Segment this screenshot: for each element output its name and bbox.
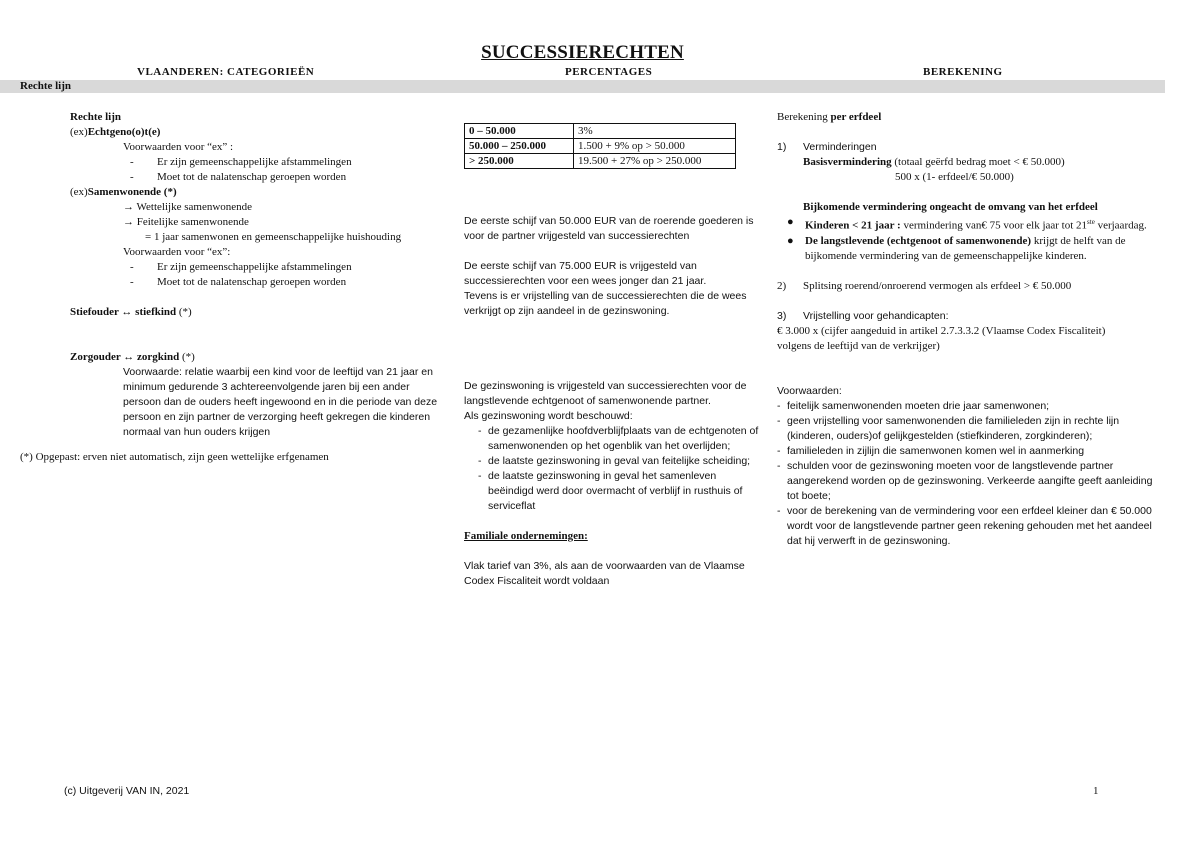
list-item: - de laatste gezinswoning in geval van feitelijke scheiding; [478,455,751,467]
kinderen-label: Kinderen < 21 jaar : [805,219,901,232]
feitelijke-samenwonende: → Feitelijke samenwonende [123,216,249,228]
condition-text: Moet tot de nalatenschap geroepen worden [157,171,347,183]
list-item-text: schulden voor de gezinswoning moeten voor de langstlevende partner aangerekend worden op de gezinswoning. Verkeerde aangifte geeft aanleiding tot boete; [787,459,1153,502]
basisvermindering [777,155,1157,170]
rate-table [464,123,736,169]
splitsing-text: Splitsing roerend/onroerend vermogen als erfdeel > € 50.000 [803,279,1072,292]
list-item-text: de laatste gezinswoning in geval van feitelijke scheiding; [488,455,751,467]
percentages-column [464,123,764,589]
item-number: 1) [777,141,787,153]
column-header-percentages: PERCENTAGES [565,66,653,78]
berekening-heading-pre: Berekening [777,111,831,123]
familiale-text: Vlak tarief van 3%, als aan de voorwaarden van de Vlaamse Codex Fiscaliteit wordt voldaan [464,560,745,587]
list-item: - schulden voor de gezinswoning moeten voor de langstlevende partner aangerekend worden op de gezinswoning. Verkeerde aangifte geeft aanleiding tot boete; [777,459,1153,502]
samenwonende-label: Samenwonende (*) [87,186,177,198]
footer-copyright: (c) Uitgeverij VAN IN, 2021 [64,785,190,797]
list-item-text: geen vrijstelling voor samenwonenden die familieleden zijn in rechte lijn (kinderen, ouders)of gelijkgestelden (stiefkinderen, zorgkinderen); [787,414,1120,442]
voorwaarden-heading: Voorwaarden: [777,384,842,397]
paragraph-gezinswoning: De gezinswoning is vrijgesteld van successierechten voor de langstlevende echtgenoot of samenwonende partner. [464,380,747,407]
bullet-item: ● Kinderen < 21 jaar : vermindering van€ 75 voor elk jaar tot 21ste verjaardag. [787,216,1147,232]
feitelijke-note: = 1 jaar samenwonen en gemeenschappelijke huishouding [145,231,402,243]
basisvermindering-text: (totaal geërfd bedrag moet < € 50.000) [891,156,1065,168]
condition-text: Moet tot de nalatenschap geroepen worden [157,276,347,288]
paragraph-wees-gezinswoning: Tevens is er vrijstelling van de successierechten die de wees verkrijgt op zijn aandeel in de gezinswoning. [464,290,747,317]
footnote: (*) Opgepast: erven niet automatisch, zijn geen wettelijke erfgenamen [20,451,329,463]
list-item-text: voor de berekening van de vermindering voor een erfdeel kleiner dan € 50.000 wordt voor de langstlevende partner geen rekening gehouden met het aandeel dat hij verwerft in de gezinswoning. [787,504,1152,547]
wettelijke-samenwonende: → Wettelijke samenwonende [123,201,253,213]
section-band-label: Rechte lijn [20,80,72,92]
rate-range: 50.000 – 250.000 [465,139,574,154]
section-band [0,80,1165,93]
berekening-heading [777,110,1157,125]
stiefouder-heading [70,305,450,320]
list-item-text: de laatste gezinswoning in geval het samenleven beëindigd werd door overmacht of verblijf in rusthuis of serviceflat [488,470,743,512]
kinderen-text: vermindering van€ 75 voor elk jaar tot 21 [900,219,1088,232]
samenwonende-heading [70,185,450,200]
zorgouder-label: Zorgouder ↔ zorgkind [70,351,180,363]
column-header-categories: VLAANDEREN: CATEGORIEËN [137,66,315,78]
rate-range: 0 – 50.000 [465,124,574,139]
paragraph-gezinswoning-def: Als gezinswoning wordt beschouwd: [464,410,633,422]
kinderen-end: verjaardag. [1094,219,1147,232]
basisvermindering-label: Basisvermindering [803,156,892,168]
verminderingen-item [777,140,1157,155]
item-number: 2) [777,279,787,292]
paragraph-roerende-goederen: De eerste schijf van 50.000 EUR van de roerende goederen is voor de partner vrijgesteld van successierechten [464,215,754,242]
page-number: 1 [1093,785,1099,797]
vrijstelling-text: € 3.000 x (cijfer aangeduid in artikel 2.7.3.3.2 (Vlaamse Codex Fiscaliteit) volgens de leeftijd van de verkrijger) [777,324,1106,352]
rechte-lijn-heading: Rechte lijn [70,111,122,123]
list-item-text: feitelijk samenwonenden moeten drie jaar samenwonen; [787,399,1050,412]
bullet-item: ● De langstlevende (echtgenoot of samenwonende) krijgt de helft van de bijkomende vermindering van de gemeenschappelijke kinderen. [787,234,1126,262]
familiale-heading: Familiale ondernemingen: [464,530,588,542]
berekening-column [777,110,1157,549]
table-row [465,154,736,169]
list-item: - de gezamenlijke hoofdverblijfplaats van de echtgenoten of samenwonenden op het ogenblik van het overlijden; [478,425,759,452]
column-header-berekening: BEREKENING [923,66,1003,78]
zorgouder-heading [70,350,450,365]
bijkomende-heading: Bijkomende vermindering ongeacht de omvang van het erfdeel [803,201,1098,213]
categories-column [70,110,450,440]
stiefouder-star: (*) [176,306,192,318]
condition-item: - Moet tot de nalatenschap geroepen worden [130,171,347,183]
zorgouder-text: Voorwaarde: relatie waarbij een kind voor de leeftijd van 21 jaar en minimum gedurende 3 achtereenvolgende jaren bij een ander persoon dan de ouders heeft ingewoond en in die periode van deze persoon en zijn partner de verzorging heeft gekregen die kinderen normaal van hun ouders krijgen [123,366,438,438]
verminderingen-label: Verminderingen [803,141,877,153]
voorwaarden-ex-2: Voorwaarden voor “ex”: [123,246,231,258]
langstlevende-text: krijgt de helft van de bijkomende vermindering van de gemeenschappelijke kinderen. [805,234,1126,262]
list-item: - voor de berekening van de vermindering voor een erfdeel kleiner dan € 50.000 wordt voor de langstlevende partner geen rekening gehouden met het aandeel dat hij verwerft in de gezinswoning. [777,504,1152,547]
vrijstelling-label: Vrijstelling voor gehandicapten: [803,309,949,322]
basis-formula: 500 x (1- erfdeel/€ 50.000) [895,171,1014,183]
condition-text: Er zijn gemeenschappelijke afstammelingen [157,261,352,273]
ex-prefix: (ex) [70,186,88,198]
page-title: SUCCESSIERECHTEN [481,42,684,63]
echtgenoot-label: Echtgeno(o)t(e) [87,126,161,138]
splitsing-item [777,279,1157,294]
rate-value: 19.500 + 27% op > 250.000 [574,154,736,169]
list-item: - feitelijk samenwonenden moeten drie jaar samenwonen; [777,399,1050,412]
condition-text: Er zijn gemeenschappelijke afstammelingen [157,156,352,168]
ex-prefix: (ex) [70,126,88,138]
paragraph-wees: De eerste schijf van 75.000 EUR is vrijgesteld van successierechten voor een wees jonger dan 21 jaar. [464,260,707,287]
rate-range: > 250.000 [465,154,574,169]
list-item: - de laatste gezinswoning in geval het samenleven beëindigd werd door overmacht of verblijf in rusthuis of serviceflat [478,470,743,512]
item-number: 3) [777,309,787,322]
list-item: - geen vrijstelling voor samenwonenden die familieleden zijn in rechte lijn (kinderen, ouders)of gelijkgestelden (stiefkinderen, zorgkinderen); [777,414,1120,442]
list-item: - familieleden in zijlijn die samenwonen komen wel in aanmerking [777,444,1085,457]
echtgenoot-heading [70,125,450,140]
stiefouder-label: Stiefouder ↔ stiefkind [70,306,177,318]
vrijstelling-item [777,309,1157,324]
condition-item: - Er zijn gemeenschappelijke afstammelingen [130,156,352,168]
list-item-text: de gezamenlijke hoofdverblijfplaats van de echtgenoten of samenwonenden op het ogenblik van het overlijden; [488,425,759,452]
kinderen-sup: ste [1087,218,1095,226]
table-row [465,139,736,154]
condition-item: - Moet tot de nalatenschap geroepen worden [130,276,347,288]
list-item-text: familieleden in zijlijn die samenwonen komen wel in aanmerking [787,444,1085,457]
rate-value: 3% [574,124,736,139]
zorgouder-star: (*) [179,351,195,363]
condition-item: - Er zijn gemeenschappelijke afstammelingen [130,261,352,273]
langstlevende-label: De langstlevende (echtgenoot of samenwonende) [805,234,1032,247]
rate-value: 1.500 + 9% op > 50.000 [574,139,736,154]
table-row [465,124,736,139]
voorwaarden-ex: Voorwaarden voor “ex” : [123,141,234,153]
berekening-heading-bold: per erfdeel [830,111,882,123]
